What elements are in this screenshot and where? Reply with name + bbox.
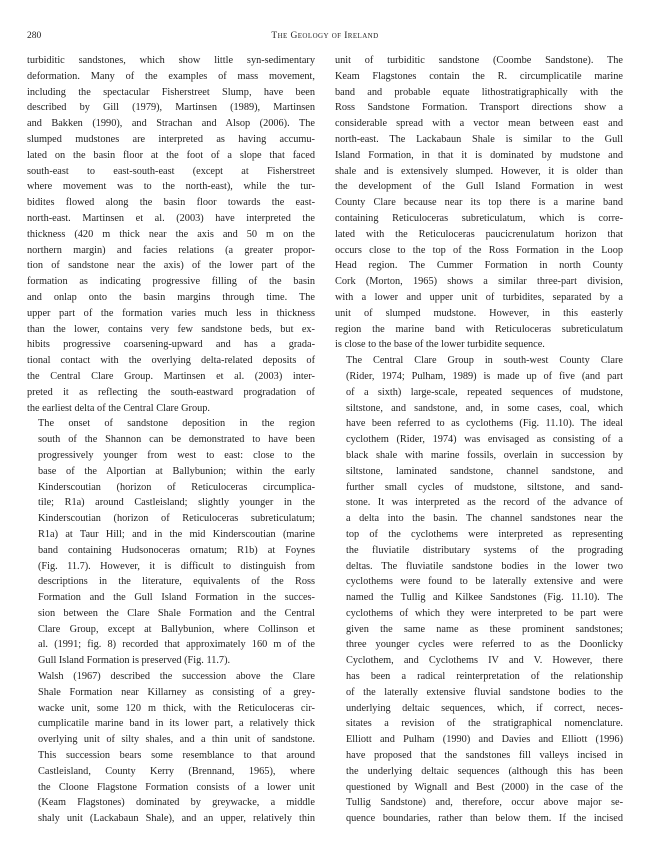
text-line: turbiditic sandstones, which show little syn-sedimentary (27, 55, 315, 66)
page-number: 280 (27, 31, 42, 41)
text-line: R1a) at Taur Hill; and in the mid Kinderscoutian (marine (38, 528, 315, 540)
text-line: Keam Flagstones contain the R. circumplicatile marine (335, 70, 623, 82)
right-column (335, 53, 623, 827)
text-line: three younger cycles were referred to as the Doonlicky (346, 639, 623, 651)
text-line: (Rider, 1974; Pulham, 1989) is made up of five (and part (346, 370, 623, 382)
text-line: of a sixth) large-scale, repeated sequences of mudstone, (346, 386, 623, 398)
text-line: formation as indicating progressive filling of the basin (27, 276, 315, 288)
text-line: tion of sandstone near the axis) of the lower part of the (27, 260, 315, 272)
text-line: cumplicatile marine band in its lower part, a relatively thick (38, 718, 315, 730)
text-line: hibits progressive coarsening-upward and has a grada- (27, 339, 315, 351)
text-line: occurs close to the top of the Ross Formation in the Loop (335, 244, 623, 256)
text-line: including the spectacular Fisherstreet Slump, have been (27, 86, 315, 98)
text-line: than the lower, contains very few sandstone beds, but ex- (27, 323, 315, 335)
text-line: Castleisland, County Kerry (Brennand, 1965), where (38, 765, 315, 777)
text-line: the Central Clare Group. Martinsen et al. (2003) inter- (27, 370, 315, 382)
text-line: shale and is extensively slumped. However, it is older than (335, 165, 623, 177)
text-line: further small cycles of mudstone, siltstone, and sand- (346, 481, 623, 493)
text-line: described by Gill (1979), Martinsen (1989), Martinsen (27, 102, 315, 114)
text-line: unit of slumped mudstone. However, in this easterly (335, 307, 623, 319)
page-header (27, 31, 623, 45)
text-line: bidites flowed along the basin floor towards the east- (27, 197, 315, 209)
text-line: band and probable equate lithostratigraphically with the (335, 86, 623, 98)
text-line: have proposed that the sandstones fill valleys incised in (346, 750, 623, 762)
running-head: The Geology of Ireland (271, 31, 379, 41)
text-line: cyclothems were found to be laterally extensive and were (346, 576, 623, 588)
text-line: north-east. Martinsen et al. (2003) have interpreted the (27, 212, 315, 224)
text-line: Tullig Sandstone) and, therefore, occur above major se- (346, 797, 623, 809)
text-line: north-east. The Lackabaun Shale is similar to the Gull (335, 133, 623, 145)
text-line: slumped mudstones are interpreted as having accumu- (27, 133, 315, 145)
left-paragraph-1 (27, 53, 315, 416)
text-line: tional contact with the overlying delta-related deposits of (27, 355, 315, 367)
text-line: with a lower and upper unit of turbidites, separated by a (335, 291, 623, 303)
text-line: al. (1991; fig. 8) recorded that approximately 160 m of the (38, 639, 315, 651)
text-line: tile; R1a) around Castleisland; slightly younger in the (38, 497, 315, 509)
text-line: and Bakken (1990), and Strachan and Alsop (2006). The (27, 118, 315, 130)
left-paragraph-2 (27, 416, 315, 669)
text-line: Kinderscoutian (horizon of Reticuloceras circumplica- (38, 481, 315, 493)
text-line: deltas. The fluviatile sandstone bodies in the lower two (346, 560, 623, 572)
text-line: County Clare because near its top there is a marine band (335, 197, 623, 209)
text-line: the Cloone Flagstone Formation consists of a lower unit (38, 781, 315, 793)
text-line: the earliest delta of the Central Clare Group. (27, 402, 210, 414)
text-line: progressively younger from west to east: close to the (38, 449, 315, 461)
text-line: siltstone, and sandstone, and, in some cases, coal, which (346, 402, 623, 414)
text-line: Cyclothem, and Cyclothems IV and V. However, there (346, 655, 623, 667)
text-line: (Keam Flagstones) dominated by greywacke, a middle (38, 797, 315, 809)
text-line: Cork (Morton, 1965) shows a similar three-part division, (335, 276, 623, 288)
text-line: Clare Group, except at Ballybunion, where Collinson et (38, 623, 315, 635)
text-line: quence boundaries, rather than below them. If the incised (346, 813, 623, 825)
text-line: the fluviatile distributary systems of the prograding (346, 544, 623, 556)
text-line: named the Tullig and Kilkee Sandstones (Fig. 11.10). The (346, 592, 623, 604)
text-line: is close to the base of the lower turbidite sequence. (335, 339, 545, 351)
text-line: cyclothems of which they were interpreted to be part were (346, 607, 623, 619)
text-line: The Central Clare Group in south-west County Clare (346, 355, 623, 367)
text-line: lated on the basin floor at the foot of a slope that faced (27, 149, 315, 161)
right-paragraph-2 (335, 353, 623, 827)
text-line: underlying deltaic sequences, which, if correct, neces- (346, 702, 623, 714)
text-line: preted it as reflecting the south-eastward progradation of (27, 386, 315, 398)
text-line: given the same name as these prominent sandstones; (346, 623, 623, 635)
text-line: band containing Hudsonoceras ornatum; R1b) at Foynes (38, 544, 315, 556)
text-line: base of the Alportian at Ballybunion; within the early (38, 465, 315, 477)
text-line: Kinderscoutian (horizon of Reticuloceras subreticulatum; (38, 513, 315, 525)
text-line: The onset of sandstone deposition in the region (38, 418, 315, 430)
text-line: (Fig. 11.7). However, it is difficult to distinguish from (38, 560, 315, 572)
text-line: wacke unit, some 120 m thick, with the Reticuloceras cir- (38, 702, 315, 714)
text-line: Gull Island Formation is preserved (Fig. 11.7). (38, 655, 231, 667)
text-line: stone. It was interpreted as the record of the advance of (346, 497, 623, 509)
text-line: the underlying deltaic sequences (although this has been (346, 765, 623, 777)
text-line: has been a radical reinterpretation of the relationship (346, 671, 623, 683)
text-line: the development of the Gull Island Formation in west (335, 181, 623, 193)
text-line: considerable spread with a vector mean between east and (335, 118, 623, 130)
text-line: Walsh (1967) described the succession above the Clare (38, 671, 315, 683)
text-line: and onlap onto the basin margins through time. The (27, 291, 315, 303)
text-line: top of the cyclothems were interpreted as representing (346, 528, 623, 540)
text-line: Formation and the Gull Island Formation in the succes- (38, 592, 315, 604)
text-line: overlying unit of silty shales, and a thin unit of sandstone. (38, 734, 315, 746)
text-line: containing Reticuloceras subreticulatum, which is corre- (335, 212, 623, 224)
text-line: This succession bears some resemblance to that around (38, 750, 315, 762)
text-line: of the laterally extensive fluvial sandstone bodies to the (346, 686, 623, 698)
text-line: sion between the Clare Shale Formation and the Central (38, 607, 315, 619)
text-line: Shale Formation near Killarney as consisting of a grey- (38, 686, 315, 698)
text-line: siltstone, laminated sandstone, channel sandstone, and (346, 465, 623, 477)
text-line: thickness (420 m thick near the axis and 50 m on the (27, 228, 315, 240)
left-paragraph-3 (27, 669, 315, 827)
text-line: a delta into the basin. The channel sandstones near the (346, 513, 623, 525)
text-line: where movement was to the north-east), while the tur- (27, 181, 315, 193)
text-line: Head region. The Cummer Formation in north County (335, 260, 623, 272)
text-line: deformation. Many of the examples of mass movement, (27, 70, 315, 82)
text-line: Ross Sandstone Formation. Transport directions show a (335, 102, 623, 114)
text-line: south-east to east-south-east (except at Fisherstreet (27, 165, 315, 177)
text-line: have been referred to as cyclothems (Fig. 11.10). The ideal (346, 418, 623, 430)
text-line: cyclothem (Rider, 1974) was envisaged as consisting of a (346, 434, 623, 446)
text-line: northern margin) and facies relations (a greater propor- (27, 244, 315, 256)
text-line: upper part of the formation varies much less in thickness (27, 307, 315, 319)
text-line: region the marine band with Reticuloceras subreticulatum (335, 323, 623, 335)
text-line: Island Formation, in that it is dominated by mudstone and (335, 149, 623, 161)
text-line: sitates a revision of the stratigraphical nomenclature. (346, 718, 623, 730)
text-line: unit of turbiditic sandstone (Coombe Sandstone). The (335, 55, 623, 66)
right-paragraph-1 (335, 53, 623, 353)
text-line: lated with the Reticuloceras paucicrenulatum horizon that (335, 228, 623, 240)
text-line: south of the Shannon can be demonstrated to have been (38, 434, 315, 446)
text-line: questioned by Wignall and Best (2000) in the case of the (346, 781, 623, 793)
text-line: shaly unit (Lackabaun Shale), and an upper, relatively thin (38, 813, 315, 825)
text-line: black shale with marine fossils, overlain in succession by (346, 449, 623, 461)
text-line: Elliott and Pulham (1990) and Davies and Elliott (1996) (346, 734, 623, 746)
left-column (27, 53, 315, 827)
text-line: descriptions in the literature, equivalents of the Ross (38, 576, 315, 588)
